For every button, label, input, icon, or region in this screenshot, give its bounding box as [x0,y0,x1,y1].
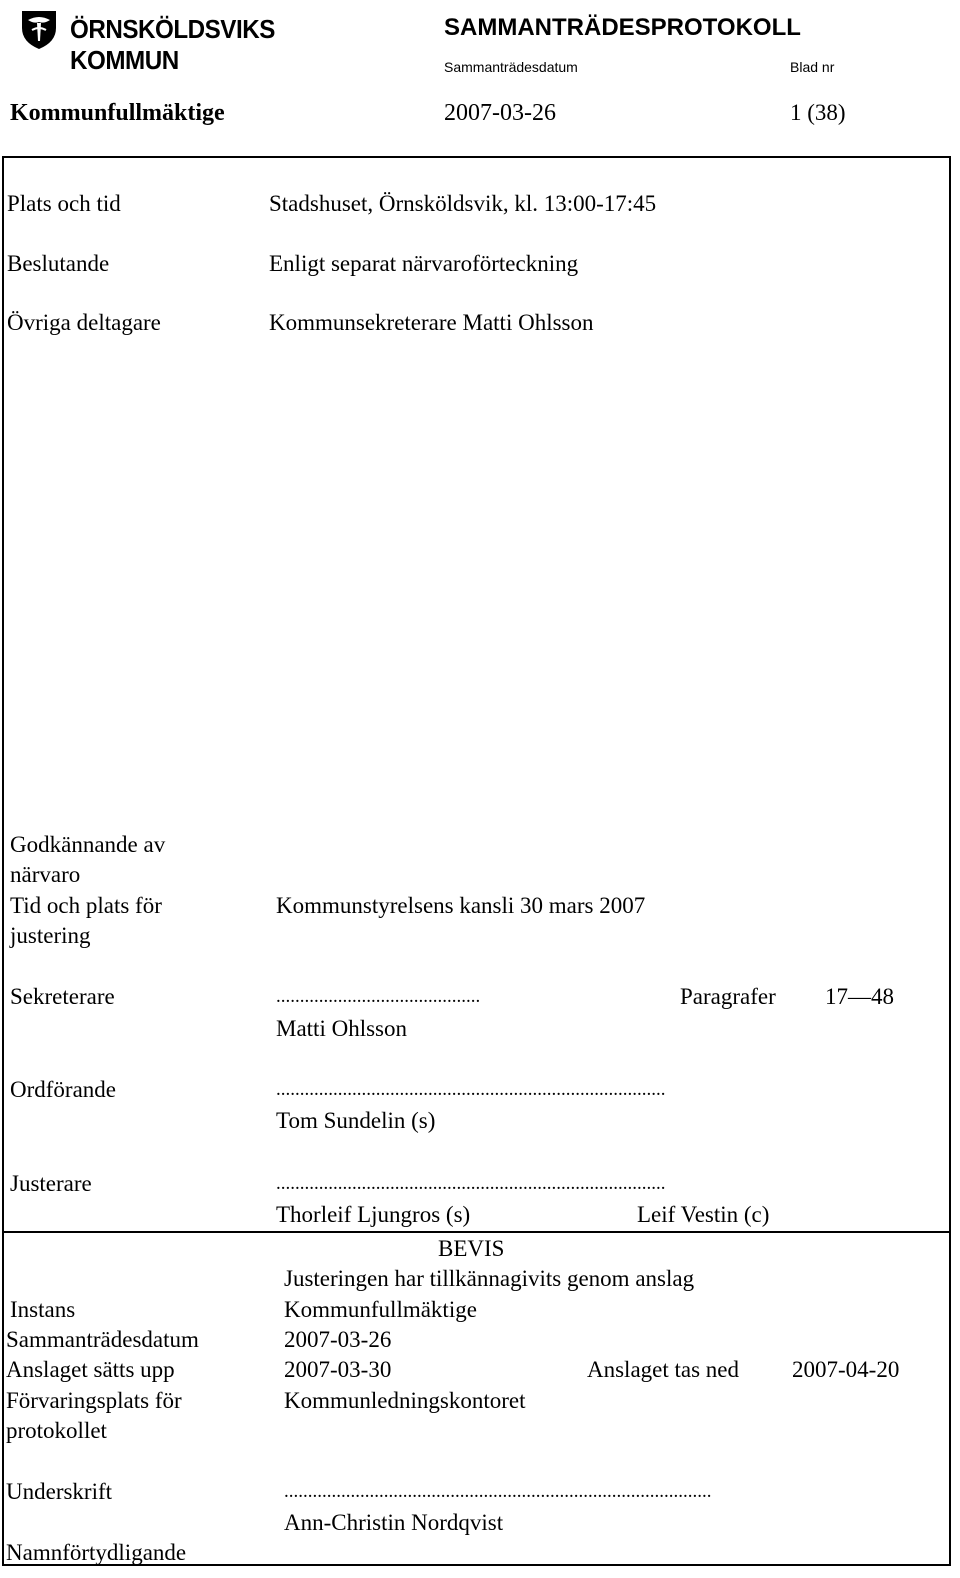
name-clarification-label: Namnförtydligande [6,1540,187,1565]
removed-label: Anslaget tas ned [587,1357,740,1382]
signature-name: Ann-Christin Nordqvist [284,1510,504,1535]
meeting-date: 2007-03-26 [444,100,556,126]
certificate-divider [2,1231,951,1233]
certificate-date-value: 2007-03-26 [284,1327,392,1352]
paragraphs-value: 17—48 [825,984,894,1009]
adjuster-signature-line: .................................................................................. [276,1173,666,1194]
signature-line: .......................................................................................... [284,1481,712,1502]
document-type: SAMMANTRÄDESPROTOKOLL [444,14,801,41]
place-value: Stadshuset, Örnsköldsvik, kl. 13:00-17:45 [269,191,657,216]
date-column-label: Sammanträdesdatum [444,59,578,75]
chair-signature-line: .................................................................................. [276,1079,666,1100]
posted-label: Anslaget sätts upp [6,1357,175,1382]
instance-label: Instans [10,1297,76,1322]
attendance-approval-label: Godkännande av närvaro [10,832,166,887]
chair-name: Tom Sundelin (s) [276,1108,436,1133]
secretary-signature-line: ........................................... [276,986,481,1007]
secretary-name: Matti Ohlsson [276,1016,407,1041]
instance-value: Kommunfullmäktige [284,1297,477,1322]
deciders-value: Enligt separat närvaroförteckning [269,251,579,276]
municipality-logo [14,8,326,75]
certificate-title: BEVIS [438,1236,505,1261]
adjuster-label: Justerare [10,1171,92,1196]
certificate-text: Justeringen har tillkännagivits genom anslag [284,1266,695,1291]
deciders-label: Beslutande [7,251,110,276]
secretary-label: Sekreterare [10,984,115,1009]
posted-value: 2007-03-30 [284,1357,392,1382]
adjustment-label: Tid och plats för justering [10,893,162,948]
adjuster-name-1: Thorleif Ljungros (s) [276,1202,471,1227]
adjuster-name-2: Leif Vestin (c) [637,1202,770,1227]
page-number: 1 (38) [790,100,846,125]
storage-label: Förvaringsplats för protokollet [6,1388,182,1443]
page-column-label: Blad nr [790,59,835,75]
chair-label: Ordförande [10,1077,117,1102]
certificate-date-label: Sammanträdesdatum [6,1327,199,1352]
signature-label: Underskrift [6,1479,113,1504]
others-value: Kommunsekreterare Matti Ohlsson [269,310,594,335]
organ-name: Kommunfullmäktige [10,100,225,126]
adjustment-value: Kommunstyrelsens kansli 30 mars 2007 [276,893,646,918]
storage-value: Kommunledningskontoret [284,1388,526,1413]
logo-text: ÖRNSKÖLDSVIKS KOMMUN [70,14,275,75]
paragraphs-label: Paragrafer [680,984,776,1009]
place-label: Plats och tid [7,191,121,216]
removed-value: 2007-04-20 [792,1357,900,1382]
others-label: Övriga deltagare [7,310,161,335]
coat-of-arms-icon [18,8,60,50]
